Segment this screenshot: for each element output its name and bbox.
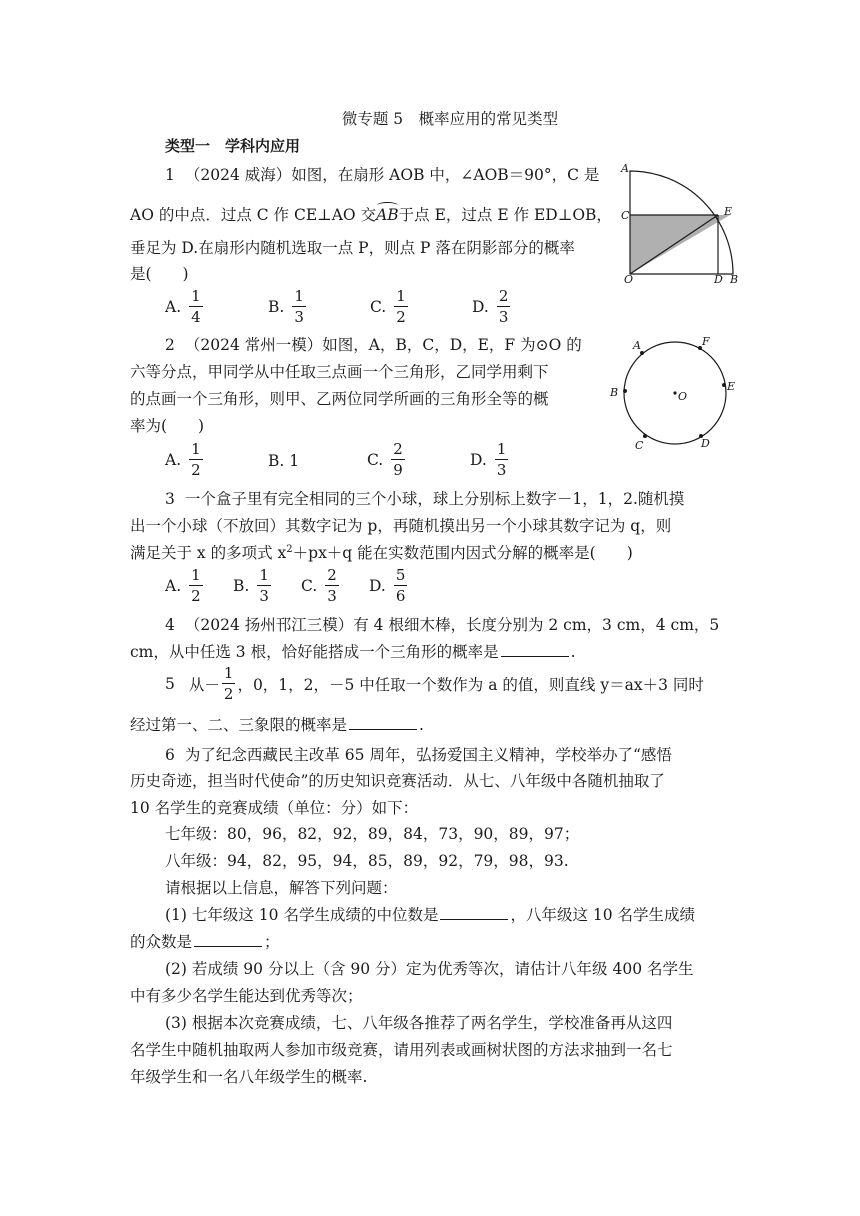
q2-line1 — [165, 333, 582, 355]
option-label: D. — [369, 577, 386, 595]
grade8-scores: 八年级：94，82，95，94，85，89，92，79，98，93. — [165, 852, 569, 870]
fraction — [189, 442, 203, 478]
numerator: 1 — [191, 287, 201, 305]
q1-text1: （2024 威海）如图，在扇形 AOB 中，∠AOB＝90°，C 是 — [184, 166, 600, 184]
q6-part3-line3: 年级学生和一名八年级学生的概率. — [130, 1068, 368, 1086]
q1-line2 — [130, 203, 612, 225]
point-c — [643, 434, 647, 438]
q4-text2: cm，从中任选 3 根，恰好能搭成一个三角形的概率是 — [130, 643, 499, 661]
option-label: C. — [301, 577, 318, 595]
q6-part2-line2: 中有多少名学生能达到优秀等次； — [130, 987, 363, 1005]
q4-number: 4 — [165, 616, 175, 634]
circle-figure — [608, 333, 743, 453]
q5-text1: ，0，1，2，－5 中任取一个数作为 a 的值，则直线 y＝ax＋3 同时 — [237, 676, 704, 694]
option-label: D. — [470, 451, 487, 469]
fraction — [394, 568, 408, 604]
page-title: 微专题 5 概率应用的常见类型 — [341, 110, 559, 128]
fraction — [189, 568, 203, 604]
option-label: A. — [165, 577, 182, 595]
numerator: 2 — [498, 287, 509, 305]
fraction — [495, 442, 509, 478]
denominator: 3 — [294, 308, 304, 326]
q5-line2 — [130, 713, 424, 735]
numerator: 1 — [259, 566, 269, 584]
denominator: 6 — [395, 587, 406, 605]
grade7-scores: 七年级：80，96，82，92，89，84，73，90，89，97； — [165, 825, 580, 843]
q6-part1-line2 — [130, 930, 280, 952]
point-b — [623, 389, 627, 393]
q6-part3-line1: (3) 根据本次竞赛成绩，七、八年级各推荐了两名学生，学校准备再从这四 — [165, 1014, 673, 1032]
q6-p1-semicolon: ； — [264, 933, 280, 951]
denominator: 3 — [327, 587, 337, 605]
q4-line2 — [130, 640, 576, 662]
q5-prefix: 从－ — [188, 676, 220, 694]
arc-ab-label: AB — [376, 206, 399, 224]
denominator: 2 — [191, 587, 201, 605]
q4-line1 — [165, 613, 719, 635]
numerator: 2 — [393, 440, 403, 458]
label-o: O — [624, 273, 634, 284]
q3-text3b: ＋px＋q 能在实数范围内因式分解的概率是( ) — [292, 544, 633, 562]
q1-text2b: 于点 E，过点 E 作 ED⊥OB， — [398, 206, 612, 224]
numerator: 1 — [294, 287, 304, 305]
q3-number: 3 — [165, 490, 175, 508]
answer-blank[interactable] — [194, 934, 262, 947]
label-o: O — [678, 390, 688, 403]
superscript: 2 — [286, 543, 293, 555]
q1-text2a: AO 的中点．过点 C 作 CE⊥AO 交 — [130, 206, 377, 224]
label-b: B — [730, 273, 739, 284]
q2-line2: 六等分点，甲同学从中任取三点画一个三角形，乙同学用剩下 — [130, 363, 549, 381]
q6-number: 6 — [165, 746, 175, 764]
q1-line3: 垂足为 D.在扇形内随机选取一点 P，则点 P 落在阴影部分的概率 — [130, 239, 575, 257]
fraction — [391, 442, 405, 478]
fraction — [394, 289, 408, 325]
answer-blank[interactable] — [501, 644, 569, 657]
fraction — [497, 289, 511, 325]
q3-line2: 出一个小球（不放回）其数字记为 p，再随机摸出另一个小球其数字记为 q，则 — [130, 517, 672, 535]
q5-period: . — [419, 716, 424, 734]
label-f: F — [702, 335, 710, 348]
q1-option-a[interactable] — [165, 289, 205, 325]
q1-option-c[interactable] — [370, 289, 410, 325]
label-e: E — [724, 205, 733, 218]
denominator: 2 — [191, 461, 201, 479]
sector-figure — [618, 158, 744, 284]
section-heading: 类型一 学科内应用 — [165, 137, 301, 155]
q6-p1-text3: 的众数是 — [130, 933, 193, 951]
q5-number: 5 — [165, 675, 175, 693]
fraction — [292, 289, 306, 325]
q2-number: 2 — [165, 336, 175, 354]
q5-text2: 经过第一、二、三象限的概率是 — [130, 716, 348, 734]
q6-part2-line1: (2) 若成绩 90 分以上（含 90 分）定为优秀等次，请估计八年级 400 名学生 — [165, 960, 694, 978]
label-c: C — [635, 439, 644, 452]
option-label: C. — [367, 451, 384, 469]
label-d: D — [714, 273, 723, 284]
label-d: D — [701, 437, 710, 450]
option-label: C. — [370, 298, 387, 316]
q1-line1 — [165, 163, 599, 185]
answer-blank[interactable] — [440, 907, 508, 920]
q2-option-b[interactable]: B. 1 — [268, 452, 300, 470]
denominator: 3 — [498, 308, 509, 326]
option-label: D. — [472, 298, 489, 316]
denominator: 2 — [223, 685, 234, 703]
denominator: 2 — [396, 308, 406, 326]
fraction — [257, 568, 271, 604]
q2-option-a[interactable] — [165, 442, 205, 478]
option-label: A. — [165, 451, 182, 469]
denominator: 3 — [496, 461, 507, 479]
label-e: E — [727, 380, 736, 393]
label-a: A — [621, 162, 629, 175]
q1-option-b[interactable] — [268, 289, 308, 325]
option-label: B. — [268, 298, 285, 316]
q6-line2: 历史奇迹，担当时代使命”的历史知识竞赛活动．从七、八年级中各随机抽取了 — [130, 772, 665, 790]
q6-prompt: 请根据以上信息，解答下列问题： — [165, 879, 398, 897]
q6-line1 — [165, 743, 672, 765]
center-point — [673, 391, 676, 394]
q3-line1 — [165, 487, 684, 509]
q1-line4: 是( ) — [130, 265, 189, 283]
label-b: B — [610, 386, 619, 399]
numerator: 5 — [395, 566, 406, 584]
label-a: A — [633, 339, 641, 352]
q6-p1-text2: ，八年级这 10 名学生成绩 — [510, 906, 696, 924]
option-label: B. — [233, 577, 250, 595]
q2-line4: 率为( ) — [130, 417, 205, 435]
fraction — [189, 289, 203, 325]
q6-part1-line1 — [165, 903, 695, 925]
q1-option-d[interactable] — [472, 289, 512, 325]
q3-option-d[interactable] — [369, 568, 409, 604]
q2-option-d[interactable] — [470, 442, 510, 478]
q4-text1: （2024 扬州邗江三模）有 4 根细木棒，长度分别为 2 cm，3 cm，4 cm，5 — [184, 616, 720, 634]
fraction — [222, 666, 236, 702]
answer-blank[interactable] — [349, 717, 417, 730]
q2-line3: 的点画一个三角形，则甲、乙两位同学所画的三角形全等的概 — [130, 390, 549, 408]
q3-line3 — [130, 541, 633, 563]
fraction — [325, 568, 339, 604]
q6-line3: 10 名学生的竞赛成绩（单位：分）如下： — [130, 799, 419, 817]
denominator: 3 — [259, 587, 269, 605]
q3-option-b[interactable] — [233, 568, 273, 604]
denominator: 4 — [191, 308, 201, 326]
q6-text1: 为了纪念西藏民主改革 65 周年，弘扬爱国主义精神，学校举办了“感悟 — [184, 746, 672, 764]
numerator: 1 — [496, 440, 507, 458]
numerator: 1 — [191, 566, 201, 584]
numerator: 2 — [327, 566, 337, 584]
q3-option-c[interactable] — [301, 568, 341, 604]
numerator: 1 — [191, 440, 201, 458]
denominator: 9 — [393, 461, 403, 479]
numerator: 1 — [396, 287, 406, 305]
q3-text1: 一个盒子里有完全相同的三个小球，球上分别标上数字－1，1，2.随机摸 — [184, 490, 685, 508]
q2-text1: （2024 常州一模）如图，A，B，C，D，E，F 为⊙O 的 — [184, 336, 582, 354]
q5-line1 — [165, 666, 704, 702]
q6-p1-text: (1) 七年级这 10 名学生成绩的中位数是 — [165, 906, 439, 924]
q4-period: . — [570, 643, 576, 661]
q3-option-a[interactable] — [165, 568, 205, 604]
point-e — [722, 383, 726, 387]
label-c: C — [621, 209, 630, 222]
option-label: A. — [165, 298, 182, 316]
q6-part3-line2: 名学生中随机抽取两人参加市级竞赛，请用列表或画树状图的方法求抽到一名七 — [130, 1041, 673, 1059]
q1-number: 1 — [165, 166, 175, 184]
numerator: 1 — [223, 664, 234, 682]
q3-text3a: 满足关于 x 的多项式 x — [130, 544, 287, 562]
q2-option-c[interactable] — [367, 442, 407, 478]
